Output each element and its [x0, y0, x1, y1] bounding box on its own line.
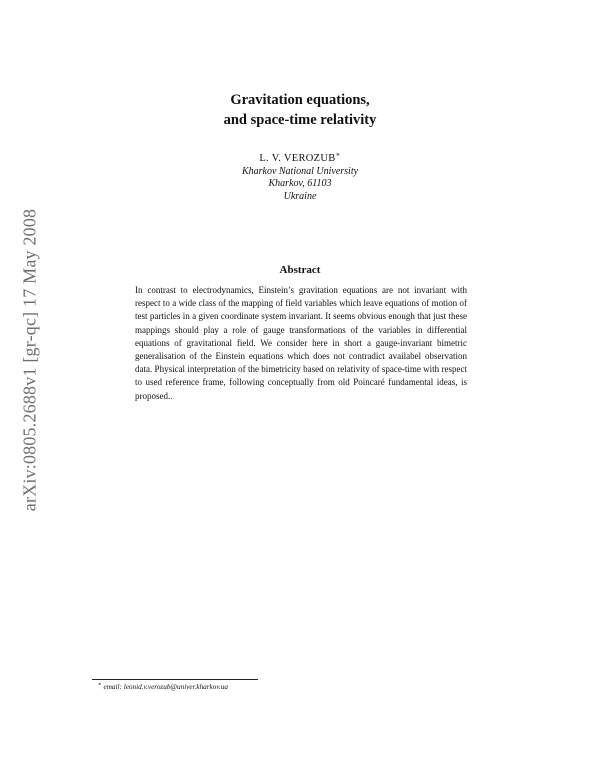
footnote-mark: ∗ — [98, 681, 102, 688]
affiliation-country: Ukraine — [283, 190, 317, 202]
paper-title — [0, 90, 600, 130]
author-surname-rest: EROZUB — [291, 153, 336, 164]
affiliation-city: Kharkov, 61103 — [268, 178, 332, 189]
arxiv-identifier-text: arXiv:0805.2688v1 [gr-qc] 17 May 2008 — [19, 208, 40, 512]
affiliation-university: Kharkov National University — [241, 165, 359, 177]
footnote — [98, 683, 228, 691]
footnote-divider — [92, 679, 258, 680]
author-initials: L. V. V — [259, 153, 292, 164]
title-line-1: Gravitation equations, — [230, 92, 370, 108]
author-name — [0, 150, 600, 166]
abstract-body: In contrast to electrodynamics, Einstein’s gravitation equations are not invariant with respect to a wide class of the mapping of field variables which leave equations of motion of test particles in a given coordinate system invariant. It seems obvious enough that just these mappings should play a role of gauge transformations of the variables in differential equations of gravitational field. We consider here in short a gauge-invariant bimetric generalisation of the Einstein equations which does not contradict availabel observation data. Physical interpretation of the bimetricity based on relativity of space-time with respect to used reference frame, following conceptually from old Poincaré fundamental ideas, is proposed.. — [135, 285, 467, 401]
abstract-heading: Abstract — [279, 264, 321, 276]
author-block — [0, 150, 600, 203]
footnote-email: email: leonid.v.verozub@univer.kharkov.ua — [103, 683, 228, 691]
title-line-2: and space-time relativity — [223, 112, 377, 128]
author-footnote-mark: ∗ — [335, 150, 341, 159]
